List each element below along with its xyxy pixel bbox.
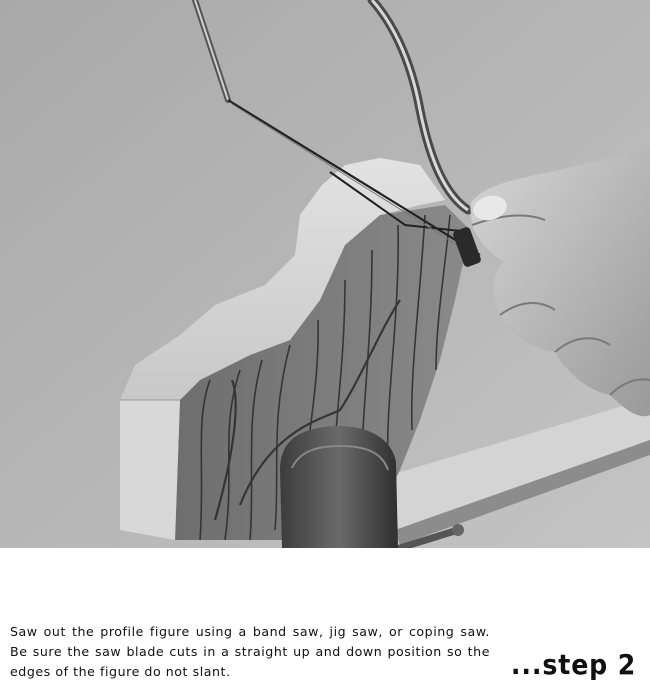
step-caption: Saw out the profile figure using a band saw, jig saw, or coping saw. Be sure the saw blade cuts in a straight up and down position so the edges of the figure do not slant. [10, 624, 490, 679]
step-label: ...step 2 [510, 648, 636, 681]
vise [280, 426, 398, 548]
